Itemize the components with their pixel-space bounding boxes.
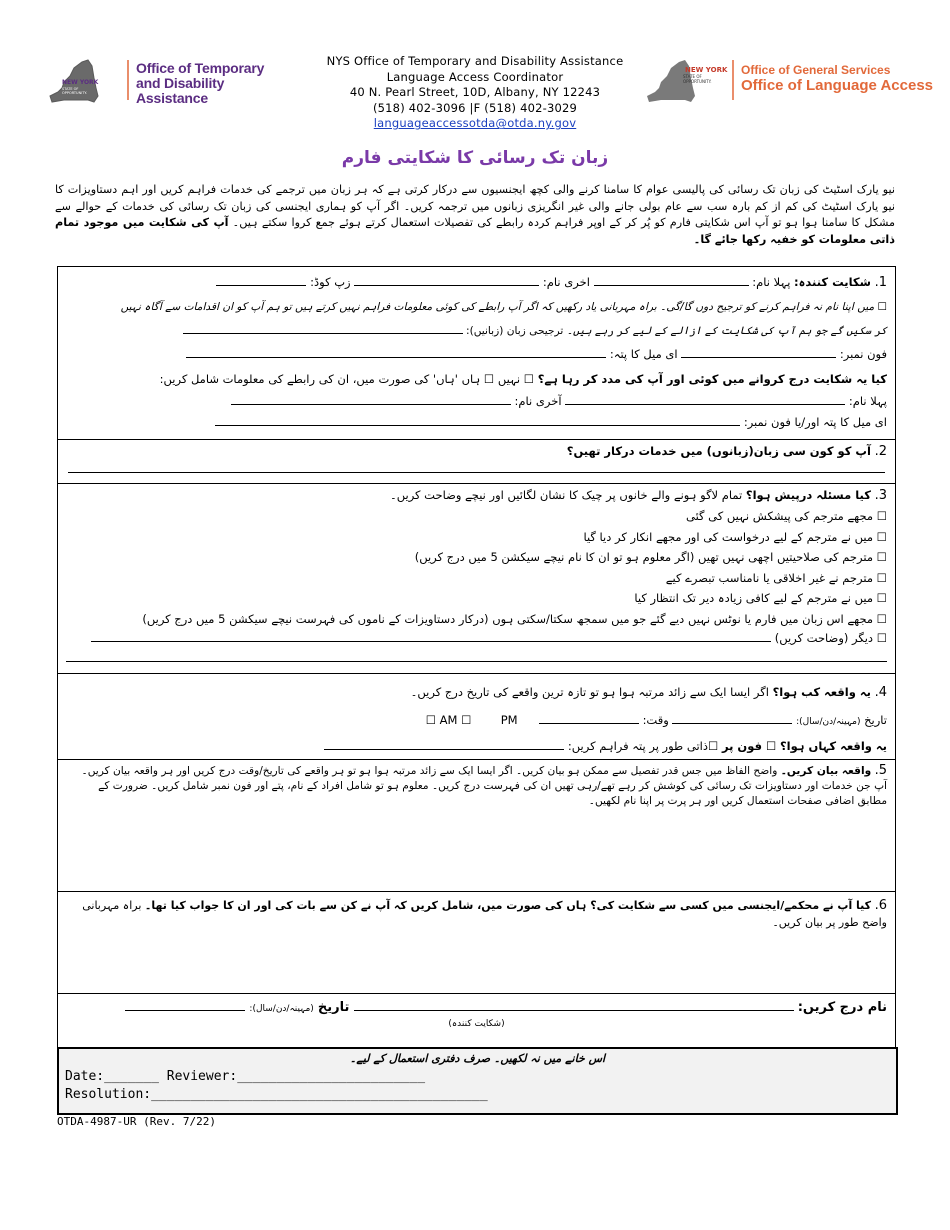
- preferred-language-field[interactable]: [183, 333, 463, 334]
- email-field[interactable]: [186, 357, 606, 358]
- where-question: یہ واقعہ کہاں ہوا؟: [779, 739, 887, 753]
- intro-text: نیو یارک اسٹیٹ کی زبان تک رسائی کی پالیسی عوام کا سامنا کرنے والی کچھ ایجنسیوں سے درکار کرتی ہے کہ ہر زبان میں ترجمے کی خدمات فراہم کریں اور اہم دستاویزات کا نیو یارک اسٹیٹ کی کم از کم بارہ سب سے عام بولی جانے والی غیر انگریزی زبانوں میں ترجمہ کریں۔ اگر آپ کو ہماری ایجنسی کی زبان تک رسائی کی خدمات کے حوالے سے مشکل کا سامنا ہوا ہو تو آپ اس شکایتی فارم کو پُر کر کے اوپر فراہم کردہ رابطے کی تفصیلات استعمال کرتے ہوئے جمع کروا سکتے ہیں۔: [55, 183, 895, 230]
- divider: [58, 891, 895, 892]
- zip-label: زپ کوڈ:: [310, 275, 351, 289]
- section-6: [72, 897, 887, 931]
- pm-checkbox[interactable]: PM ☐: [425, 713, 518, 727]
- svg-text:NEW YORK: NEW YORK: [685, 66, 728, 74]
- incident-time-field[interactable]: [539, 723, 639, 724]
- prior-complaint-question: کیا آپ نے محکمے/ایجنسی میں کسی سے شکایت کی؟ ہاں کی صورت میں، شامل کریں کہ آپ نے کن سے بات کی اور ان کا جواب کیا تھا۔: [144, 899, 872, 912]
- otda-logo-line1: Office of Temporary: [136, 60, 265, 76]
- otda-logo-line2: and Disability Assistance: [136, 75, 225, 106]
- section-5-number: 5.: [874, 763, 887, 778]
- section-3-number: 3.: [874, 488, 887, 503]
- anonymous-option[interactable]: ☐ میں اپنا نام نہ فراہم کرنے کو ترجیح دوں گا/گی۔ براہ مہربانی یاد رکھیں کہ اگر آپ رابطے کی کوئی معلومات فراہم نہیں کرتے ہیں تو ہم آپ کو ان اقدامات سے آگاہ نہیں: [120, 301, 887, 313]
- svg-text:NEW YORK: NEW YORK: [62, 79, 99, 86]
- anonymous-note: کر سکیں گے جو ہم آپ کی شکایت کے ازالے کے لیے کر رہے ہیں۔: [566, 325, 887, 337]
- helper-yes-checkbox[interactable]: ☐ ہاں: [461, 372, 495, 386]
- services-language-field[interactable]: [68, 472, 885, 473]
- header-agency-name: NYS Office of Temporary and Disability Assistance: [326, 54, 624, 68]
- describe-label: واقعہ بیان کریں۔: [780, 765, 872, 777]
- complaint-form: [57, 266, 896, 1050]
- helper-contact-field[interactable]: [215, 425, 740, 426]
- prior-complaint-area[interactable]: [66, 935, 887, 989]
- svg-text:STATE OF: STATE OF: [683, 74, 702, 79]
- issue-option-5[interactable]: ☐ میں نے مترجم کے لیے کافی زیادہ دیر تک انتظار کیا: [634, 591, 887, 605]
- section-4-number: 4.: [874, 685, 887, 700]
- issue-option-6[interactable]: ☐ مجھے اس زبان میں فارم یا نوٹس نہیں دیے گئے جو میں سمجھ سکتا/سکتی ہوں (درکار دستاویزات کے ناموں کی فہرست نیچے سیکشن 5 میں درج کریں): [142, 611, 887, 626]
- divider: [58, 759, 895, 760]
- incident-date-format: (مہینہ/دن/سال):: [796, 717, 861, 727]
- section-5: [72, 763, 887, 809]
- helper-yes-note: 'ہاں' کی صورت میں، ان کی رابطے کی معلومات شامل کریں:: [159, 372, 458, 386]
- divider: [58, 993, 895, 994]
- helper-contact-label: ای میل کا پتہ اور/یا فون نمبر:: [743, 415, 887, 429]
- svg-text:OPPORTUNITY.: OPPORTUNITY.: [62, 91, 87, 95]
- office-reviewer-field[interactable]: Reviewer:________________________: [166, 1069, 426, 1084]
- office-resolution-field[interactable]: Resolution:___________________________________________: [65, 1087, 488, 1102]
- phone-label: فون نمبر:: [839, 347, 887, 361]
- divider: [58, 439, 895, 440]
- issue-option-1[interactable]: ☐ مجھے مترجم کی پیشکش نہیں کی گئی: [685, 509, 887, 523]
- form-number: OTDA-4987-UR (Rev. 7/22): [57, 1115, 216, 1128]
- issue-option-4[interactable]: ☐ مترجم نے غیر اخلاقی یا نامناسب تبصرے کیے: [665, 570, 887, 585]
- address-label: پتہ فراہم کریں:: [567, 739, 646, 753]
- last-name-field[interactable]: [354, 285, 539, 286]
- by-phone-checkbox[interactable]: ☐ فون پر: [721, 739, 777, 753]
- incident-time-label: وقت:: [642, 713, 669, 727]
- otda-logo: [48, 58, 298, 104]
- signature-date-label: تاریخ: [317, 1000, 350, 1015]
- address-field[interactable]: [324, 749, 564, 750]
- section-2-number: 2.: [874, 444, 887, 459]
- office-use-box: [57, 1047, 898, 1115]
- issue-question: کیا مسئلہ درپیش ہوا؟: [745, 488, 871, 502]
- office-date-field[interactable]: Date:_______: [65, 1069, 159, 1084]
- issue-other-checkbox[interactable]: ☐ دیگر (وضاحت کریں): [774, 631, 887, 645]
- first-name-label: پہلا نام:: [752, 275, 791, 289]
- issue-other-field[interactable]: [91, 641, 771, 642]
- agency-header: [300, 54, 650, 132]
- incident-date-field[interactable]: [672, 723, 792, 724]
- signature-date-format: (مہینہ/دن/سال):: [249, 1004, 314, 1014]
- helper-last-name-label: آخری نام:: [514, 394, 562, 408]
- incident-date-label: تاریخ: [864, 713, 887, 727]
- svg-text:OPPORTUNITY.: OPPORTUNITY.: [683, 79, 712, 84]
- section-6-number: 6.: [874, 898, 887, 913]
- signature-date-field[interactable]: [125, 1010, 245, 1011]
- header-address: 40 N. Pearl Street, 10D, Albany, NY 12243: [349, 85, 601, 100]
- divider: [58, 483, 895, 484]
- helper-last-name-field[interactable]: [231, 404, 511, 405]
- issue-explanation-field[interactable]: [66, 661, 887, 662]
- am-checkbox[interactable]: AM ☐: [439, 713, 472, 727]
- complainant-label: شکایت کنندہ:: [794, 275, 871, 289]
- header-phone-fax: (518) 402-3096 |F (518) 402-3029: [372, 100, 578, 115]
- when-question: یہ واقعہ کب ہوا؟: [772, 685, 871, 699]
- describe-instructions: واضح الفاظ میں جس قدر تفصیل سے ممکن ہو بیان کریں۔ اگر ایسا ایک سے زائد مرتبہ ہوا ہو تو ہر واقعے کی تاریخ/وقت درج کریں اور ہر واقعہ بیان کریں۔ آپ جن خدمات اور دستاویزات تک رسائی کی کوشش کر رہے تھے/رہی تھیں ان کی فہرست درج کریں۔ معلوم ہو تو شامل افراد کے نام، پتے اور فون نمبر شامل کریں۔ ضرورت کے مطابق اضافی صفحات استعمال کریں اور ہر پرت پر اپنا نام لکھیں۔: [81, 765, 887, 807]
- when-instructions: اگر ایسا ایک سے زائد مرتبہ ہوا ہو تو تازہ ترین واقعے کی تاریخ درج کریں۔: [410, 685, 769, 699]
- preferred-language-label: ترجیحی زبان (زبانیں):: [466, 325, 564, 337]
- in-person-checkbox[interactable]: ☐ذاتی طور پر: [649, 739, 719, 753]
- issue-option-2[interactable]: ☐ میں نے مترجم کے لیے درخواست کی اور مجھے انکار کر دیا گیا: [583, 529, 887, 544]
- ogs-logo: [645, 58, 935, 104]
- zip-field[interactable]: [216, 285, 306, 286]
- ogs-logo-line1: Office of General Services: [741, 63, 891, 77]
- office-use-note: اس خانے میں نہ لکھیں۔ صرف دفتری استعمال کے لیے۔: [349, 1052, 606, 1065]
- form-title: زبان تک رسائی کا شکایتی فارم: [341, 148, 609, 168]
- helper-first-name-label: پہلا نام:: [848, 394, 887, 408]
- helper-no-checkbox[interactable]: ☐ نہیں: [497, 372, 535, 386]
- signature-name-field[interactable]: [354, 1010, 794, 1011]
- prior-complaint-instructions: براہ مہربانی واضح طور پر بیان کریں۔: [82, 899, 887, 929]
- ogs-logo-line2: Office of Language Access: [741, 77, 933, 94]
- intro-paragraph: [55, 182, 895, 248]
- services-language-question: آپ کو کون سی زبان(زبانوں) میں خدمات درکار تھیں؟: [566, 444, 871, 458]
- first-name-field[interactable]: [594, 285, 749, 286]
- header-email-link[interactable]: languageaccessotda@otda.ny.gov: [373, 116, 577, 131]
- divider: [58, 673, 895, 674]
- helper-first-name-field[interactable]: [565, 404, 845, 405]
- helper-question: کیا یہ شکایت درج کروانے میں کوئی اور آپ کی مدد کر رہا ہے؟: [537, 372, 887, 386]
- issue-instructions: تمام لاگو ہونے والے خانوں پر چیک کا نشان لگائیں اور نیچے وضاحت کریں۔: [390, 488, 743, 502]
- last-name-label: اخری نام:: [542, 275, 590, 289]
- signature-name-label: نام درج کریں:: [797, 1000, 887, 1015]
- complainant-caption: (شکایت کنندہ): [448, 1019, 505, 1029]
- description-area[interactable]: [66, 825, 887, 887]
- intro-confidentiality: آپ کی شکایت میں موجود تمام ذاتی معلومات کو خفیہ رکھا جائے گا۔: [55, 216, 895, 246]
- header-coordinator: Language Access Coordinator: [386, 69, 564, 84]
- phone-field[interactable]: [681, 357, 836, 358]
- issue-option-3[interactable]: ☐ مترجم کی صلاحیتیں اچھی نہیں تھیں (اگر معلوم ہو تو ان کا نام نیچے سیکشن 5 میں درج کریں): [414, 550, 887, 564]
- section-1-number: 1.: [874, 275, 887, 290]
- svg-text:STATE OF: STATE OF: [62, 87, 79, 91]
- email-label: ای میل کا پتہ:: [609, 347, 678, 361]
